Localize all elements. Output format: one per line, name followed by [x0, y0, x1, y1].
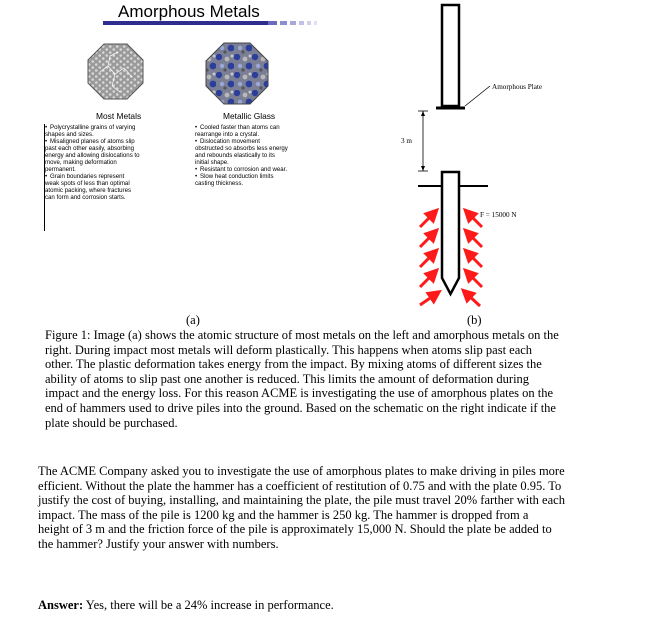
amorphous-structure-image	[206, 43, 268, 104]
bullet-continuation: shapes and sizes.	[45, 131, 94, 139]
bullet-continuation: rearrange into a crystal.	[195, 131, 260, 139]
bullet-continuation: weak spots of less than optimal	[45, 180, 130, 188]
text-line: other. The plastic deformation takes energy from the impact. By mixing atoms of different sizes the	[45, 357, 542, 372]
plate-label: Amorphous Plate	[492, 83, 543, 91]
title-underline-bar	[103, 21, 317, 25]
bullet-continuation: initial shape.	[195, 159, 229, 167]
text-line: impact. The mass of the pile is 1200 kg and the hammer is 250 kg. The hammer is dropped from a	[38, 507, 529, 522]
height-label: 3 m	[401, 137, 412, 145]
bullet-continuation: energy and allowing dislocations to	[45, 152, 140, 160]
text-line: justify the cost of buying, installing, and maintaining the plate, the pile must travel 20% farther with each	[38, 493, 565, 508]
bullet-continuation: and rebounds elastically to its	[195, 152, 275, 160]
text-line: ability of atoms to slip past one another is reduced. This limits the amount of deformation during	[45, 371, 530, 386]
most-metals-list	[45, 124, 140, 202]
bullet-item: • Grain boundaries represent	[45, 173, 140, 180]
answer-text: Yes, there will be a 24% increase in performance.	[83, 598, 334, 612]
bullet-continuation: can form and corrosion starts.	[45, 194, 126, 202]
bullet-item: • Polycrystalline grains of varying	[45, 124, 140, 131]
figure-caption	[45, 328, 559, 430]
text-line: end of hammers used to drive piles into the ground. Based on the schematic on the right indicate if the	[45, 400, 556, 415]
text-line: The ACME Company asked you to investigate the use of amorphous plates to make driving in piles more	[38, 464, 565, 478]
text-line: right. During impact most metals will deform plastically. This happens when atoms slip past each	[45, 342, 533, 357]
bullet-continuation: casting thickness.	[195, 180, 244, 188]
text-line: Figure 1: Image (a) shows the atomic structure of most metals on the left and amorphous metals on the	[45, 328, 559, 342]
answer-label: Answer:	[38, 598, 84, 612]
most-metals-title: Most Metals	[96, 111, 142, 121]
text-line: plate should be purchased.	[45, 415, 178, 430]
bullet-item: • Misaligned planes of atoms slip	[45, 138, 140, 145]
bullet-continuation: past each other easily, absorbing	[45, 145, 134, 153]
answer	[38, 598, 334, 613]
hammer	[442, 5, 459, 106]
text-line: efficient. Without the plate the hammer has a coefficient of restitution of 0.75 and with the plate 0.95. To	[38, 478, 562, 493]
crystalline-structure-image	[88, 44, 143, 99]
problem-statement	[38, 464, 565, 552]
height-dimension	[418, 111, 428, 171]
pile	[442, 172, 459, 294]
force-label: F = 15000 N	[480, 211, 517, 219]
bullet-continuation: atomic packing, where fractures	[45, 187, 132, 195]
bullet-item: • Resistant to corrosion and wear.	[195, 166, 288, 173]
bullet-item: • Dislocation movement	[195, 138, 288, 145]
metallic-glass-list	[195, 124, 288, 187]
bullet-continuation: obstructed so absorbs less energy	[195, 145, 288, 153]
metallic-glass-title: Metallic Glass	[223, 111, 276, 121]
panel-a-label: (a)	[186, 313, 200, 327]
text-line: height of 3 m and the friction force of the pile is approximately 15,000 N. Should the plate be added to	[38, 522, 552, 537]
bullet-continuation: permanent.	[45, 166, 76, 174]
text-line: impact and the energy loss. For this reason ACME is investigating the use of amorphous plates on the	[45, 386, 554, 401]
bullet-item: • Cooled faster than atoms can	[195, 124, 288, 131]
bullet-continuation: move, making deformation	[45, 159, 117, 167]
bullet-item: • Slow heat conduction limits	[195, 173, 288, 180]
panel-b-label: (b)	[467, 313, 482, 327]
text-line: the hammer? Justify your answer with numbers.	[38, 536, 279, 551]
figure-a-title: Amorphous Metals	[118, 2, 260, 21]
